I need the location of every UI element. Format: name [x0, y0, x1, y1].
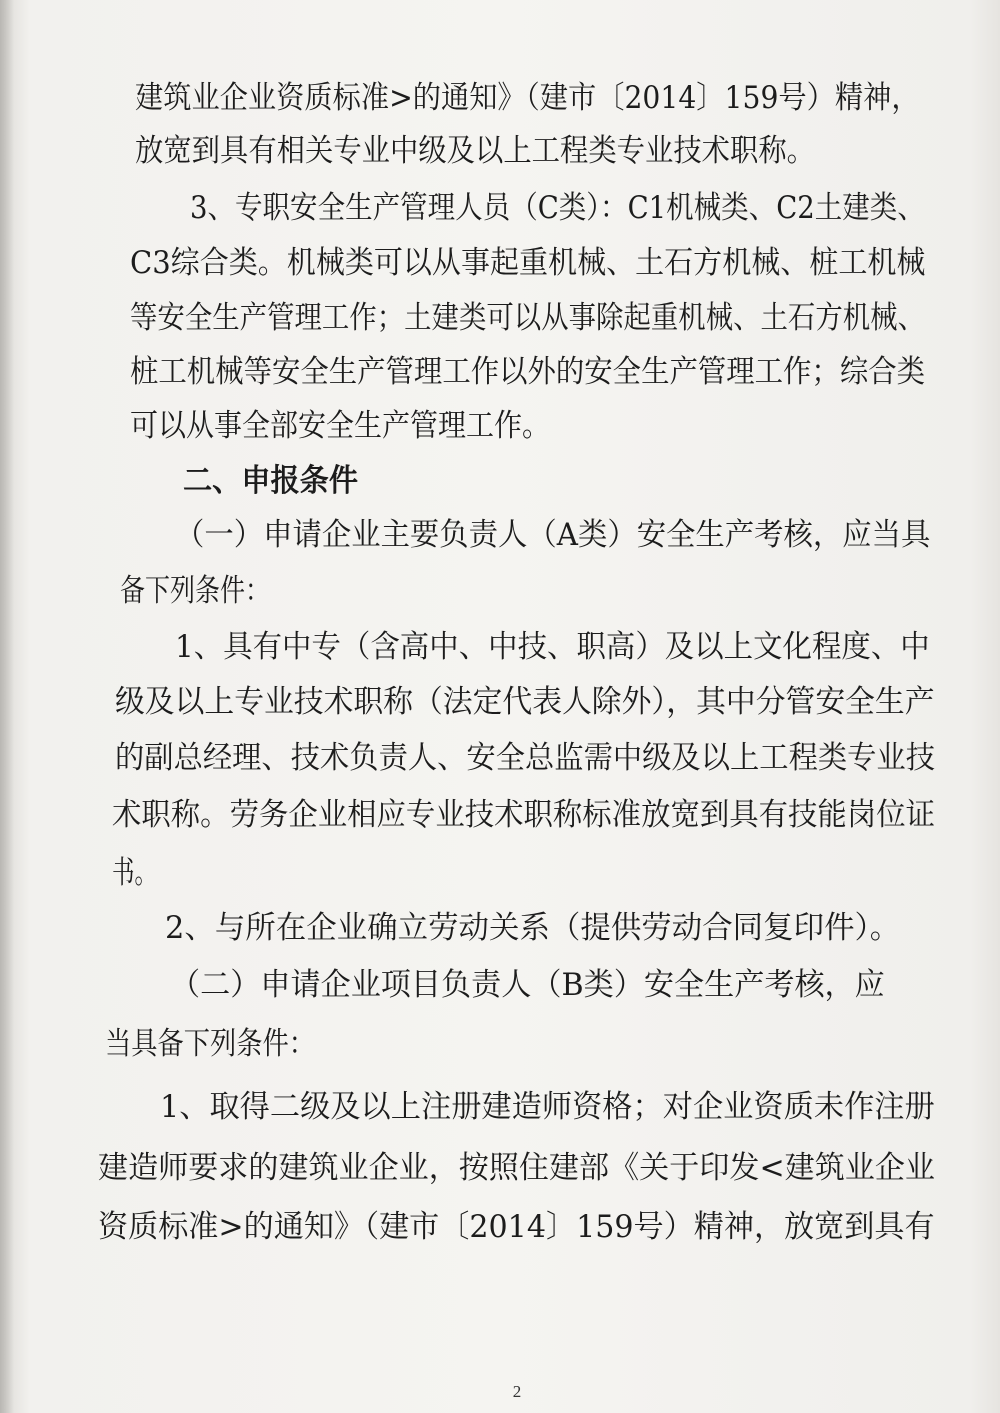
body-line: 桩工机械等安全生产管理工作以外的安全生产管理工作；综合类: [130, 354, 925, 390]
body-line: 1、具有中专（含高中、中技、职高）及以上文化程度、中: [175, 629, 930, 665]
body-line: C3综合类。机械类可以从事起重机械、土石方机械、桩工机械: [130, 245, 926, 281]
body-line: 的副总经理、技术负责人、安全总监需中级及以上工程类专业技: [115, 740, 935, 776]
body-line: 书。: [112, 855, 157, 891]
body-line: 建筑业企业资质标准>的通知》（建市〔2014〕159号）精神，: [135, 80, 920, 116]
body-line: 1、取得二级及以上注册建造师资格；对企业资质未作注册: [160, 1089, 935, 1125]
page-edge-shadow: [0, 0, 14, 1413]
page-number: 2: [512, 1382, 522, 1401]
body-line: 建造师要求的建筑业企业，按照住建部《关于印发<建筑业企业: [98, 1150, 935, 1186]
body-line: 级及以上专业技术职称（法定代表人除外），其中分管安全生产: [115, 684, 935, 720]
body-line: 放宽到具有相关专业中级及以上工程类专业技术职称。: [135, 133, 815, 169]
body-line: 2、与所在企业确立劳动关系（提供劳动合同复印件）。: [165, 910, 901, 946]
body-line: 备下列条件：: [120, 573, 270, 609]
body-line: 等安全生产管理工作；土建类可以从事除起重机械、土石方机械、: [130, 300, 925, 336]
body-line: 3、专职安全生产管理人员（C类）：C1机械类、C2土建类、: [190, 190, 925, 226]
body-line: 术职称。劳务企业相应专业技术职称标准放宽到具有技能岗位证: [112, 797, 935, 833]
body-line: （一）申请企业主要负责人（A类）安全生产考核，应当具: [175, 517, 931, 553]
body-line: 资质标准>的通知》（建市〔2014〕159号）精神，放宽到具有: [98, 1209, 935, 1245]
body-line: 当具备下列条件：: [105, 1026, 315, 1062]
body-line: 可以从事全部安全生产管理工作。: [130, 408, 550, 444]
section-heading: 二、申报条件: [183, 463, 358, 499]
body-line: （二）申请企业项目负责人（B类）安全生产考核，应: [170, 967, 885, 1003]
